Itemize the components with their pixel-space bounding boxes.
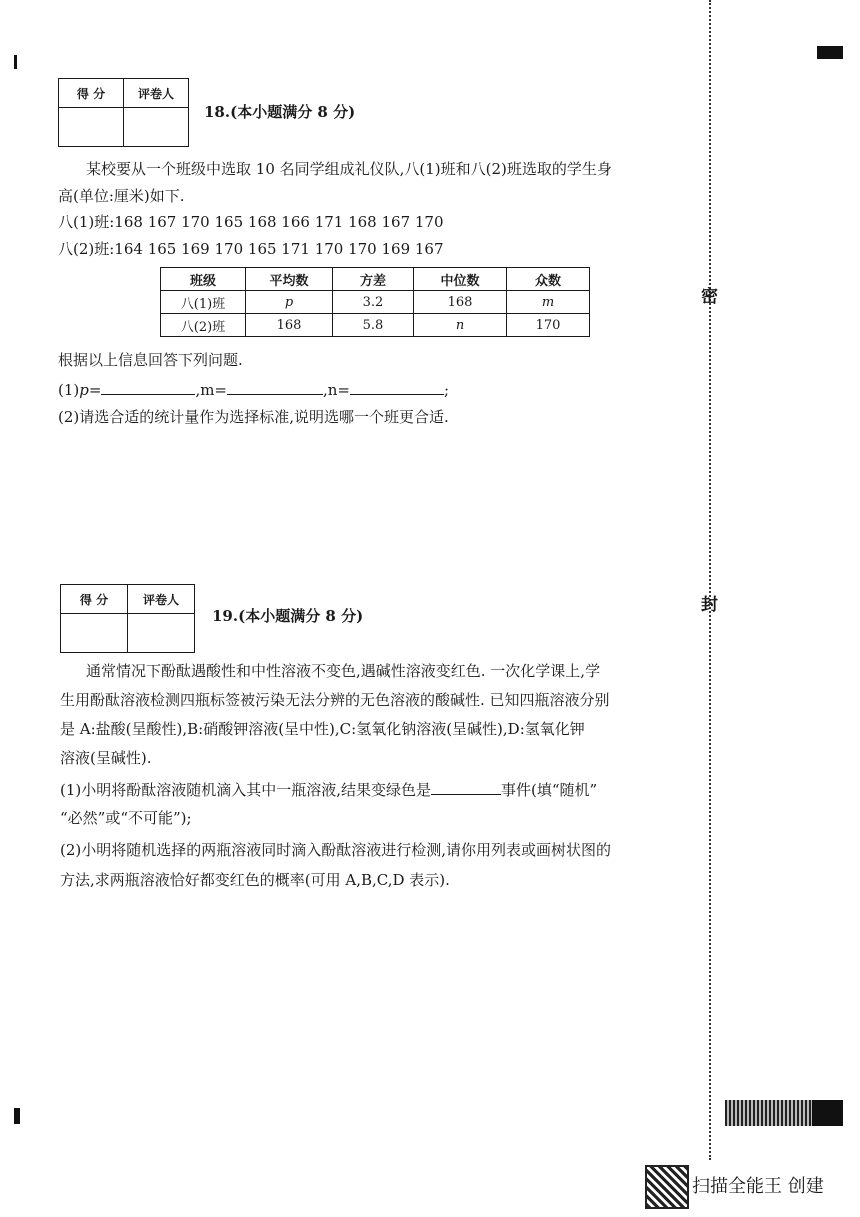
cell-class: 八(2)班 xyxy=(161,314,246,337)
grader-cell xyxy=(128,614,195,653)
qr-code-icon xyxy=(645,1165,689,1209)
q18-class1-heights: 八(1)班:168 167 170 165 168 166 171 168 167 170 xyxy=(58,213,444,231)
q18-end: ; xyxy=(444,381,450,399)
q18-intro-line2: 高(单位:厘米)如下. xyxy=(58,187,185,205)
q18-score-box xyxy=(58,78,189,147)
q18-stats-table xyxy=(160,267,590,337)
score-cell xyxy=(59,108,124,147)
barcode-block xyxy=(812,1100,843,1126)
score-cell xyxy=(61,614,128,653)
q18-m-label: ,m= xyxy=(195,381,227,399)
q18-intro-line1: 某校要从一个班级中选取 10 名同学组成礼仪队,八(1)班和八(2)班选取的学生身 xyxy=(86,160,612,178)
q19-title: 19.(本小题满分 8 分) xyxy=(212,607,364,625)
header-mode: 众数 xyxy=(507,268,590,291)
cell-median: 168 xyxy=(414,291,507,314)
scanner-watermark: 扫描全能王 创建 xyxy=(692,1176,824,1197)
table-header-row xyxy=(161,268,590,291)
cell-mode: m xyxy=(507,291,590,314)
q18-title: 18.(本小题满分 8 分) xyxy=(204,103,356,121)
table-row xyxy=(161,314,590,337)
q19-text-line4: 溶液(呈碱性). xyxy=(60,749,152,767)
score-header: 得 分 xyxy=(59,79,124,108)
q19-part1 xyxy=(60,778,597,802)
header-class: 班级 xyxy=(161,268,246,291)
q18-p-var: p xyxy=(79,381,89,399)
q19-part1-choices: 事件(填“随机” xyxy=(501,781,598,799)
q19-part1-text: (1)小明将酚酞溶液随机滴入其中一瓶溶液,结果变绿色是 xyxy=(60,781,432,799)
q18-equals: = xyxy=(88,381,102,399)
q18-prompt: 根据以上信息回答下列问题. xyxy=(58,351,243,369)
cell-mode: 170 xyxy=(507,314,590,337)
answer-blank-event[interactable] xyxy=(431,778,501,795)
answer-blank-p[interactable] xyxy=(101,378,195,395)
score-header: 得 分 xyxy=(61,585,128,614)
cell-mean: p xyxy=(246,291,333,314)
table-row xyxy=(161,291,590,314)
scan-mark-top-left xyxy=(14,55,17,69)
q19-text-line1: 通常情况下酚酞遇酸性和中性溶液不变色,遇碱性溶液变红色. 一次化学课上,学 xyxy=(86,662,601,680)
cell-class: 八(1)班 xyxy=(161,291,246,314)
q19-text-line2: 生用酚酞溶液检测四瓶标签被污染无法分辨的无色溶液的酸碱性. 已知四瓶溶液分别 xyxy=(60,691,610,709)
q18-part2: (2)请选合适的统计量作为选择标准,说明选哪一个班更合适. xyxy=(58,408,449,426)
q18-class2-heights: 八(2)班:164 165 169 170 165 171 170 170 169 167 xyxy=(58,240,444,258)
seal-mark-mi: 密 xyxy=(701,287,718,307)
q18-part1 xyxy=(58,378,449,402)
q19-part1-choices-cont: “必然”或“不可能”); xyxy=(60,809,192,827)
q19-part2-line1: (2)小明将随机选择的两瓶溶液同时滴入酚酞溶液进行检测,请你用列表或画树状图的 xyxy=(60,841,612,859)
q19-part2-line2: 方法,求两瓶溶液恰好都变红色的概率(可用 A,B,C,D 表示). xyxy=(60,871,450,889)
q19-text-line3: 是 A:盐酸(呈酸性),B:硝酸钾溶液(呈中性),C:氢氧化钠溶液(呈碱性),D:氢氧化钾 xyxy=(60,720,585,738)
q18-n-label: ,n= xyxy=(323,381,350,399)
binding-dotted-line xyxy=(709,0,711,1160)
cell-mean: 168 xyxy=(246,314,333,337)
header-mean: 平均数 xyxy=(246,268,333,291)
grader-header: 评卷人 xyxy=(128,585,195,614)
answer-blank-n[interactable] xyxy=(350,378,444,395)
header-variance: 方差 xyxy=(333,268,414,291)
scan-mark-bottom-left xyxy=(14,1108,20,1124)
seal-mark-feng: 封 xyxy=(701,595,718,615)
grader-cell xyxy=(124,108,189,147)
q19-score-box xyxy=(60,584,195,653)
answer-blank-m[interactable] xyxy=(227,378,323,395)
cell-median: n xyxy=(414,314,507,337)
scan-mark-top-right xyxy=(817,46,843,59)
q18-part1-number: (1) xyxy=(58,381,80,399)
cell-variance: 3.2 xyxy=(333,291,414,314)
cell-variance: 5.8 xyxy=(333,314,414,337)
header-median: 中位数 xyxy=(414,268,507,291)
grader-header: 评卷人 xyxy=(124,79,189,108)
